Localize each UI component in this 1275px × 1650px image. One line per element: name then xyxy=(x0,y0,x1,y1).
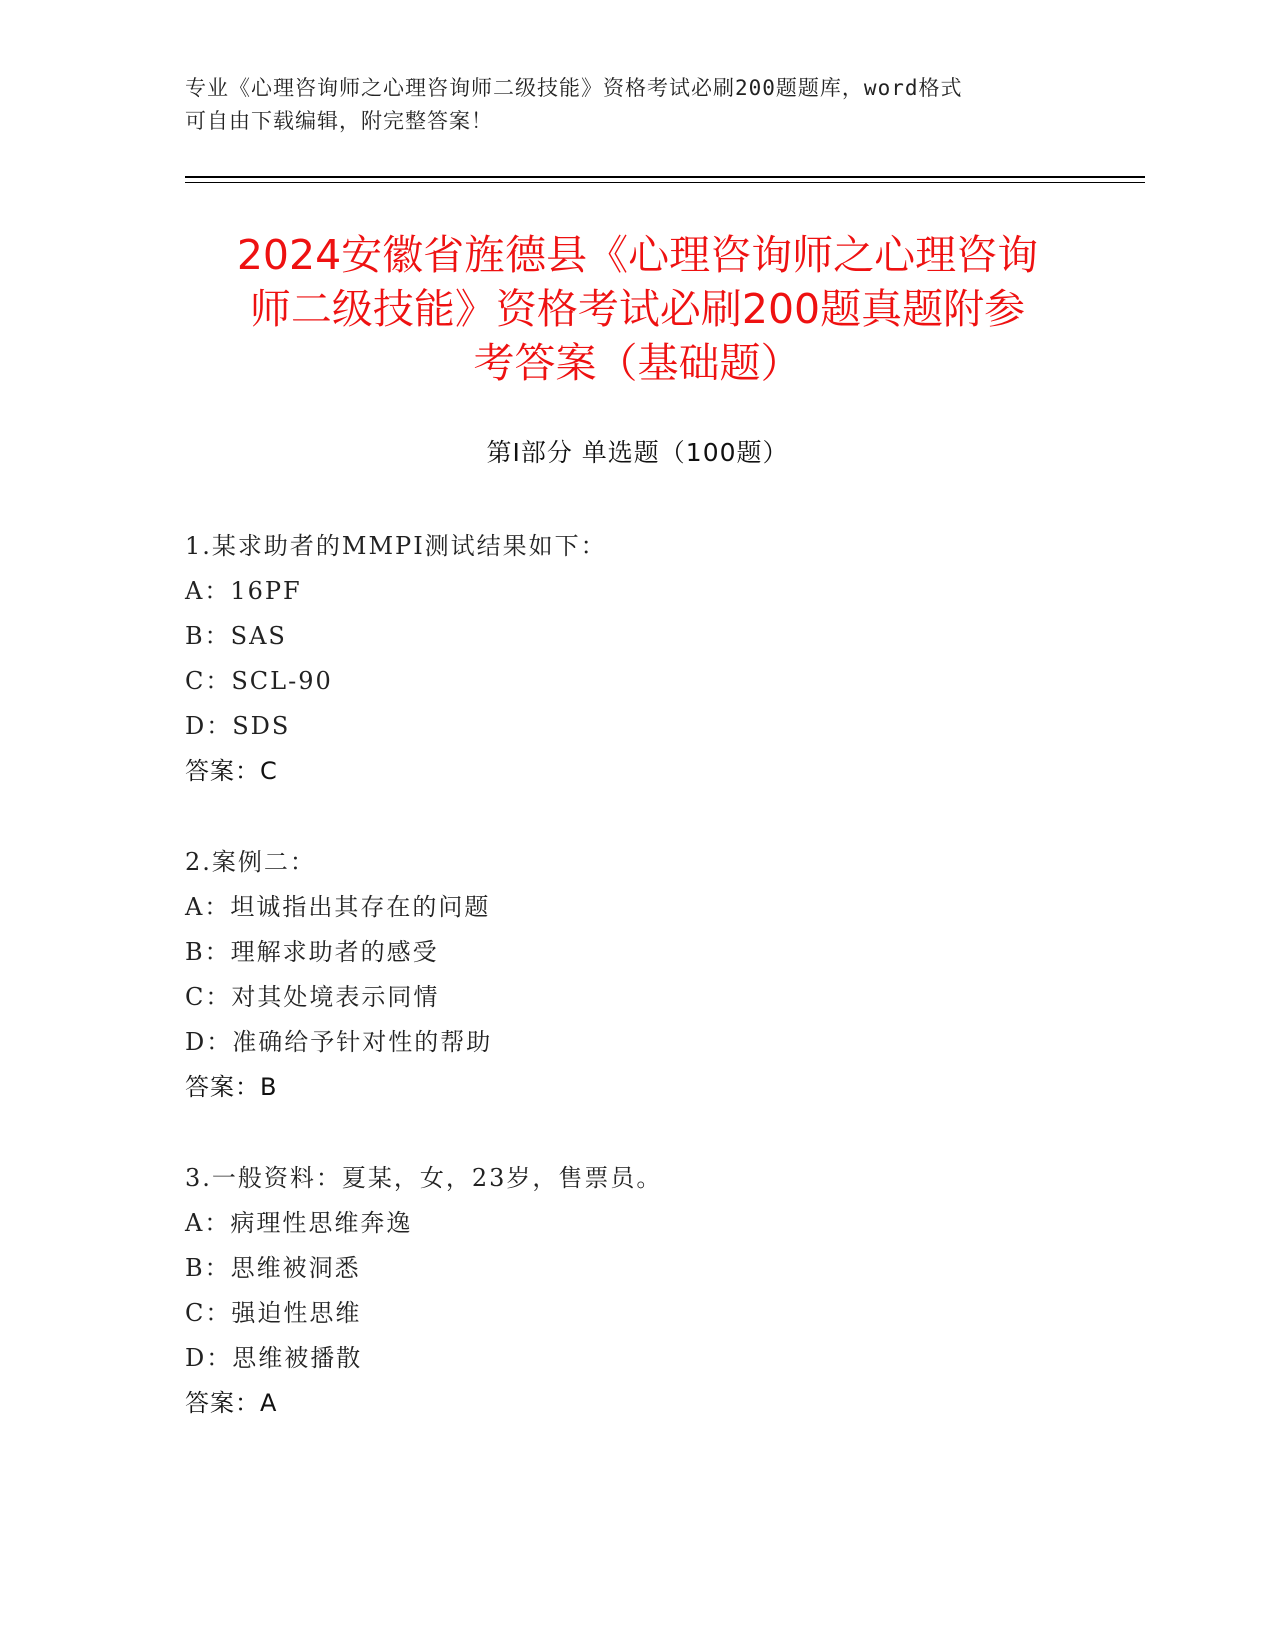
document-title-line-1: 2024安徽省旌德县《心理咨询师之心理咨询 xyxy=(236,231,1039,279)
answer: 答案：A xyxy=(185,1389,278,1417)
option-d: D：思维被播散 xyxy=(185,1344,363,1372)
header-divider-thin xyxy=(185,182,1145,183)
answer: 答案：C xyxy=(185,757,278,785)
option-c: C：对其处境表示同情 xyxy=(185,983,440,1011)
header-note-line-2: 可自由下载编辑，附完整答案！ xyxy=(185,109,493,133)
question-3 xyxy=(185,1156,1085,1426)
option-a: A：病理性思维奔逸 xyxy=(185,1209,413,1237)
section-heading: 第Ⅰ部分 单选题（100题） xyxy=(486,438,789,467)
header-note-line-1: 专业《心理咨询师之心理咨询师二级技能》资格考试必刷200题题库，word格式 xyxy=(185,76,963,100)
question-1 xyxy=(185,524,1085,794)
question-stem: 2.案例二： xyxy=(185,848,316,876)
option-b: B：思维被洞悉 xyxy=(185,1254,361,1282)
question-stem: 1.某求助者的MMPI测试结果如下： xyxy=(185,532,607,560)
option-c: C：强迫性思维 xyxy=(185,1299,362,1327)
option-d: D：SDS xyxy=(185,712,291,740)
option-b: B：SAS xyxy=(185,622,287,650)
option-a: A：坦诚指出其存在的问题 xyxy=(185,893,491,921)
option-c: C：SCL-90 xyxy=(185,667,333,695)
option-a: A：16PF xyxy=(185,577,302,605)
document-title-line-3: 考答案（基础题） xyxy=(473,339,802,387)
question-2 xyxy=(185,840,1085,1110)
header-divider-thick xyxy=(185,176,1145,178)
question-stem: 3.一般资料：夏某，女，23岁，售票员。 xyxy=(185,1164,663,1192)
document-title xyxy=(150,228,1125,390)
document-title-line-2: 师二级技能》资格考试必刷200题真题附参 xyxy=(249,285,1026,333)
option-b: B：理解求助者的感受 xyxy=(185,938,439,966)
header-note xyxy=(185,72,1065,138)
option-d: D：准确给予针对性的帮助 xyxy=(185,1028,493,1056)
answer: 答案：B xyxy=(185,1073,278,1101)
